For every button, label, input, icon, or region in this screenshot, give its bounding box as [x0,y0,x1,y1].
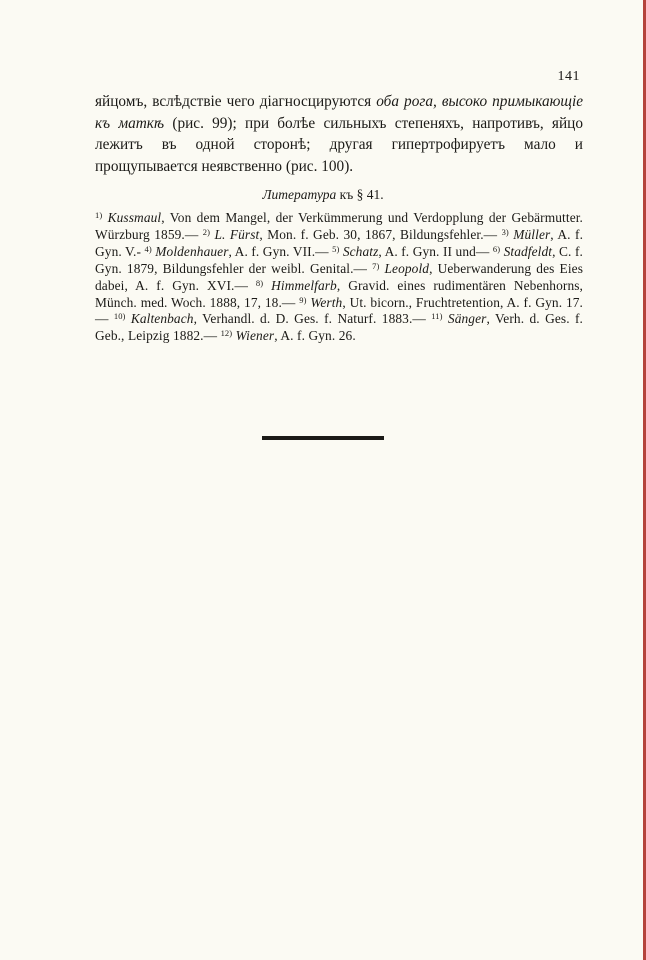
reference-author: Kaltenbach [130,311,194,327]
reference-author: Stadfeldt [503,243,553,259]
reference-text: , Ueberwanderung des Eies dabei, A. f. Gyn. XVI.— [95,260,583,293]
reference-author: Sänger [447,311,487,327]
reference-author: L. Fürst [214,226,260,242]
reference-text: , A. f. Gyn. 26. [274,328,356,344]
body-italic-run: оба рога, высоко примыкающіе къ маткѣ [95,93,584,132]
reference-author: Müller [513,226,551,242]
section-heading-label: Литература [262,187,337,202]
body-paragraph [95,91,583,177]
reference-number: 2) [202,226,211,237]
reference-number: 10) [113,311,126,322]
reference-number: 3) [501,226,509,237]
body-text-run: (рис. 99); при болѣе сильныхъ степеняхъ, напротивъ, яйцо лежитъ въ одной сторонѣ; другая гипертрофируетъ мало и прощупывается неявственно (рис. 100). [95,114,583,175]
reference-number: 8) [255,277,264,288]
reference-text: , Von dem Mangel, der Verkümmerung und Verdopplung der Gebärmutter. Würzburg 1859.— [95,210,584,242]
section-heading [0,187,646,203]
reference-author: Leopold [384,260,430,276]
reference-text: , Ut. bicorn., Fruchtretention, A. f. Gyn. 17.— [95,294,583,327]
reference-author: Kussmaul [107,210,162,225]
reference-text: , A. f. Gyn. VII.— [228,243,329,259]
page-number: 141 [557,69,580,84]
reference-author: Schatz [342,243,379,259]
reference-text: , Verh. d. Ges. f. Geb., Leipzig 1882.— [95,311,583,344]
reference-number: 5) [332,243,340,254]
reference-author: Himmelfarb [271,277,337,293]
reference-text: , C. f. Gyn. 1879, Bildungsfehler der weibl. Genital.— [95,243,583,276]
reference-author: Wiener [235,328,275,344]
reference-author: Werth [310,294,343,310]
reference-text: , A. f. Gyn. V.- [95,226,584,259]
reference-number: 12) [220,328,233,339]
end-divider [262,436,384,440]
reference-number: 7) [372,260,380,271]
reference-author: Moldenhauer [155,243,229,259]
reference-text: , Verhandl. d. D. Ges. f. Naturf. 1883.— [193,311,426,327]
reference-text: , Mon. f. Geb. 30, 1867, Bildungsfehler.— [259,226,498,242]
reference-number: 1) [95,210,103,220]
reference-text: , A. f. Gyn. II und— [378,243,490,259]
reference-text: , Gravid. eines rudimentären Nebenhorns, Münch. med. Woch. 1888, 17, 18.— [95,277,583,310]
body-text-run: яйцомъ, вслѣдствіе чего діагносцируются [95,93,377,110]
reference-number: 9) [299,294,307,305]
reference-number: 4) [144,243,152,254]
reference-number: 6) [492,243,501,254]
reference-number: 11) [431,311,443,322]
references-list [95,210,583,345]
section-heading-rest: къ § 41. [336,187,384,202]
